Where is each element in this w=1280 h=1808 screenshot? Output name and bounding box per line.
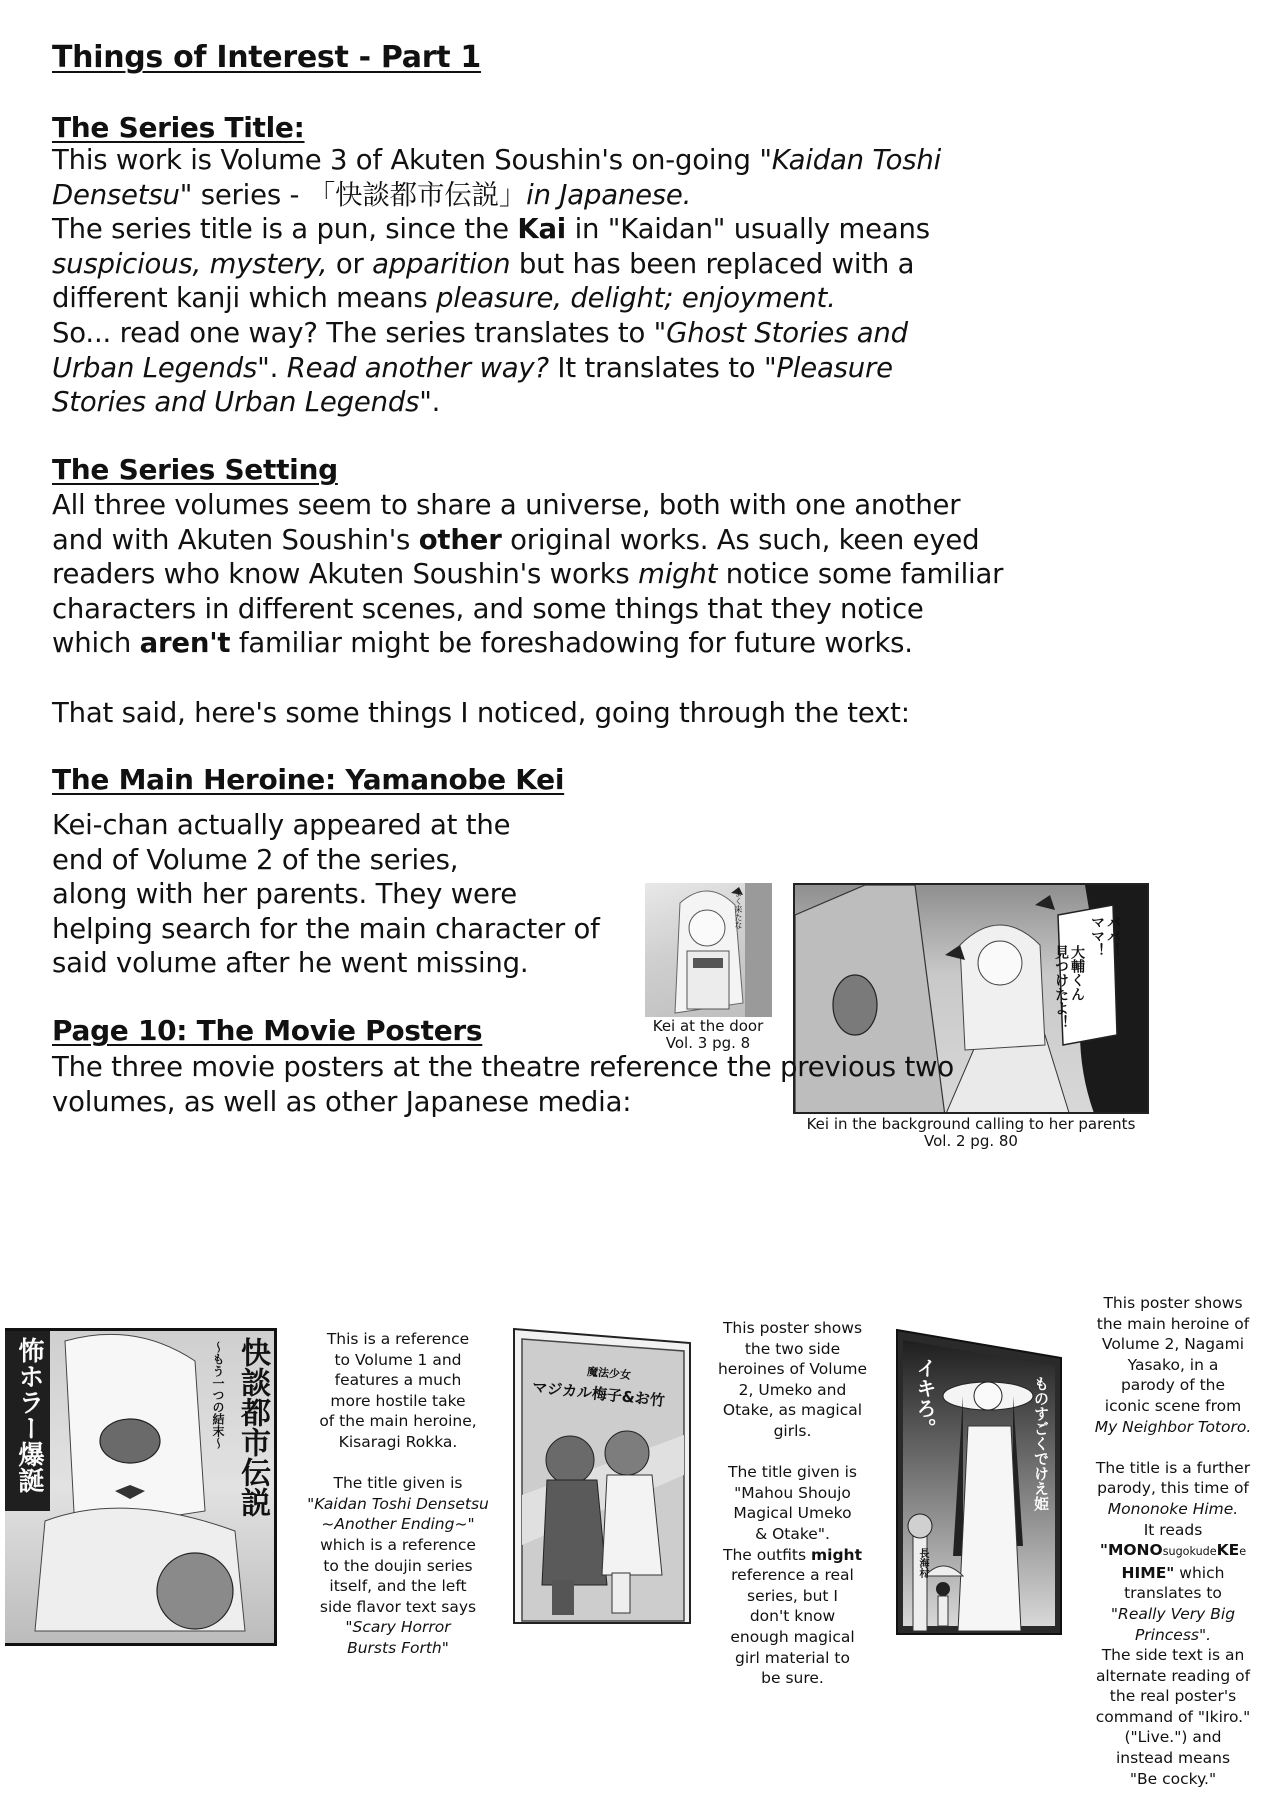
text-segment: This poster shows: [722, 1319, 863, 1337]
poster-2-image: [512, 1325, 693, 1625]
text-line: [52, 281, 941, 316]
text-line: [52, 523, 1003, 558]
text-segment: The outfits: [723, 1545, 811, 1564]
text-segment: or: [327, 247, 373, 280]
text-line: [52, 143, 941, 178]
text-line: [1068, 1666, 1278, 1687]
text-segment: ".: [419, 386, 441, 419]
text-segment: e: [1239, 1545, 1247, 1559]
text-line: [1068, 1417, 1278, 1438]
poster-3-image: [893, 1326, 1064, 1636]
series-setting-body: [52, 488, 1003, 661]
text-line: [283, 1411, 513, 1432]
text-segment: reference a real: [731, 1566, 854, 1585]
text-segment: which: [52, 627, 140, 660]
text-line: [52, 178, 941, 213]
text-line: [1068, 1707, 1278, 1728]
text-line: [1068, 1625, 1278, 1646]
text-segment: command of "Ikiro.": [1095, 1707, 1251, 1726]
text-segment: KE: [1216, 1541, 1240, 1560]
text-segment: iconic scene from: [1104, 1396, 1242, 1415]
poster-1-subtitle: 〜もう一つの結末〜: [211, 1341, 225, 1449]
text-line: [1068, 1478, 1278, 1499]
poster-1-title: 快談都市伝説: [235, 1337, 270, 1517]
kei-door-speech: よく来たな: [734, 889, 743, 929]
text-line: [283, 1556, 513, 1577]
text-segment: of the main heroine,: [319, 1412, 477, 1431]
text-line: [1068, 1437, 1278, 1458]
text-line: [700, 1524, 885, 1545]
kei-door-caption-line2: Vol. 3 pg. 8: [665, 1034, 751, 1052]
text-line: [700, 1318, 885, 1339]
text-segment: translates to: [1124, 1584, 1222, 1603]
intro-line: That said, here's some things I noticed, going through the text:: [52, 697, 910, 729]
main-heroine-body: [52, 808, 600, 981]
main-heroine-line: along with her parents. They were: [52, 878, 517, 911]
text-line: [283, 1391, 513, 1412]
text-segment: side flavor text says: [319, 1597, 477, 1616]
text-segment: This is a reference: [326, 1330, 470, 1348]
poster-3-side-text: イキろ。: [913, 1358, 937, 1438]
poster-2-title-small: 魔法少女: [586, 1365, 632, 1382]
text-segment: "Be cocky.": [1129, 1769, 1217, 1788]
series-setting-heading: The Series Setting: [52, 453, 338, 486]
text-line: [52, 316, 941, 351]
text-segment: the two side: [744, 1339, 841, 1358]
text-segment: parody, this time of: [1097, 1479, 1249, 1498]
text-segment: Kai: [517, 213, 567, 246]
text-line: [52, 247, 941, 282]
text-segment: Read another way?: [286, 351, 549, 384]
text-segment: It translates to ": [548, 351, 777, 384]
text-line: [1068, 1686, 1278, 1707]
text-line: [283, 1432, 513, 1453]
main-heroine-heading: The Main Heroine: Yamanobe Kei: [52, 763, 565, 796]
text-segment: notice some familiar: [717, 558, 1004, 591]
series-title-heading: The Series Title:: [52, 111, 305, 144]
text-segment: but has been replaced with a: [510, 247, 915, 280]
text-line: [52, 385, 941, 420]
kei-door-caption: [628, 1018, 788, 1052]
poster-2-note: [700, 1318, 885, 1689]
text-segment: to the doujin series: [323, 1556, 473, 1575]
text-line: [283, 1350, 513, 1371]
text-line: [1068, 1563, 1278, 1584]
text-segment: don't know: [749, 1607, 836, 1626]
text-line: [1068, 1396, 1278, 1417]
text-segment: apparition: [372, 247, 511, 280]
text-line: [52, 212, 941, 247]
text-segment: enough magical: [730, 1627, 855, 1646]
text-segment: the real poster's: [1109, 1687, 1237, 1706]
text-segment: ~Another Ending~": [321, 1515, 475, 1534]
text-line: [1068, 1334, 1278, 1355]
text-line: [700, 1586, 885, 1607]
kei-at-door-image: [645, 883, 772, 1017]
movie-posters-heading: Page 10: The Movie Posters: [52, 1014, 483, 1047]
text-segment: series - 「快談都市伝説」: [192, 178, 527, 211]
text-line: [52, 351, 941, 386]
text-line: [1068, 1293, 1278, 1314]
text-segment: Yasako, in a: [1127, 1355, 1219, 1374]
text-line: [700, 1400, 885, 1421]
text-segment: might: [638, 558, 718, 591]
kei-background-caption-line1: Kei in the background calling to her parents: [806, 1115, 1136, 1133]
text-segment: Otake, as magical: [722, 1401, 863, 1420]
text-line: [700, 1503, 885, 1524]
text-line: [1068, 1499, 1278, 1520]
text-segment: The title given is: [728, 1463, 857, 1482]
text-line: [1068, 1769, 1278, 1790]
text-line: [283, 1514, 513, 1535]
kei-speech-col3: 大輔くん: [1069, 945, 1085, 1001]
poster-1-side-text: 怖ホラー爆誕: [14, 1337, 44, 1493]
text-segment: All three volumes seem to share a universe, both with one another: [52, 489, 961, 521]
text-segment: other: [418, 523, 502, 556]
text-line: [52, 592, 1003, 627]
text-segment: girls.: [773, 1421, 812, 1440]
text-line: [283, 1576, 513, 1597]
text-segment: "Really Very Big: [1110, 1604, 1236, 1623]
text-segment: aren't: [139, 627, 231, 660]
text-line: [283, 1494, 513, 1515]
text-segment: and with Akuten Soushin's: [52, 523, 419, 556]
text-segment: The title given is: [333, 1474, 463, 1493]
poster-1-image: [5, 1328, 277, 1646]
text-segment: girl material to: [735, 1648, 850, 1667]
movie-posters-line: The three movie posters at the theatre reference the previous two: [52, 1051, 954, 1083]
text-segment: Stories and Urban Legends: [52, 386, 420, 419]
main-heroine-line: said volume after he went missing.: [52, 947, 529, 980]
text-line: [52, 488, 1003, 523]
kei-speech-col2: ママ！: [1089, 915, 1105, 957]
text-segment: pleasure, delight; enjoyment.: [436, 282, 836, 315]
text-segment: original works. As such, keen eyed: [501, 523, 980, 556]
text-line: [52, 557, 1003, 592]
poster-2-title: マジカル梅子&お竹: [531, 1378, 666, 1410]
text-line: [700, 1565, 885, 1586]
text-segment: The title is a further: [1095, 1458, 1251, 1477]
text-line: [283, 1453, 513, 1474]
text-segment: heroines of Volume: [717, 1360, 868, 1379]
text-segment: parody of the: [1120, 1376, 1226, 1395]
text-segment: to Volume 1 and: [334, 1350, 462, 1369]
text-line: [1068, 1375, 1278, 1396]
kei-background-caption-line2: Vol. 2 pg. 80: [924, 1132, 1018, 1150]
text-segment: different kanji which means: [52, 282, 437, 315]
text-line: [1068, 1520, 1278, 1541]
text-segment: "Scary Horror: [345, 1618, 451, 1637]
text-line: [700, 1380, 885, 1401]
text-segment: familiar might be foreshadowing for future works.: [230, 627, 913, 660]
text-segment: "MONO: [1099, 1541, 1163, 1560]
text-segment: 2, Umeko and: [738, 1380, 847, 1399]
text-line: [1068, 1727, 1278, 1748]
text-line: [700, 1339, 885, 1360]
kei-speech-col1: パパ！: [1105, 915, 1121, 957]
text-segment: This poster shows: [1103, 1294, 1243, 1312]
text-segment: instead means: [1115, 1749, 1231, 1768]
text-segment: Densetsu": [52, 178, 193, 211]
text-segment: more hostile take: [330, 1391, 466, 1410]
text-line: [1068, 1314, 1278, 1335]
text-line: [700, 1545, 885, 1566]
text-segment: "Kaidan Toshi Densetsu: [307, 1494, 489, 1513]
text-segment: ("Live.") and: [1124, 1728, 1222, 1747]
text-segment: be sure.: [761, 1669, 824, 1688]
text-segment: which is a reference: [320, 1535, 476, 1554]
kei-background-caption: [793, 1116, 1149, 1150]
text-segment: characters in different scenes, and some things that they notice: [52, 592, 924, 625]
text-segment: series, but I: [747, 1586, 838, 1605]
text-segment: Urban Legends: [52, 351, 258, 384]
text-segment: HIME": [1121, 1563, 1175, 1582]
text-line: [283, 1329, 513, 1350]
text-segment: in "Kaidan" usually means: [566, 213, 930, 246]
kei-door-caption-line1: Kei at the door: [652, 1017, 764, 1035]
text-segment: "Kaidan Toshi: [759, 144, 942, 176]
text-segment: in Japanese.: [526, 178, 692, 211]
text-segment: This work is Volume 3 of Akuten Soushin's on-going: [52, 144, 760, 176]
text-segment: the main heroine of: [1096, 1314, 1250, 1333]
text-segment: Mononoke Hime.: [1107, 1499, 1239, 1518]
text-segment: Pleasure: [776, 351, 893, 384]
main-heroine-line: helping search for the main character of: [52, 912, 600, 945]
main-heroine-line: Kei-chan actually appeared at the: [52, 809, 511, 841]
text-segment: So... read one way? The series translates to ": [52, 316, 667, 349]
text-line: [700, 1462, 885, 1483]
text-line: [700, 1359, 885, 1380]
kei-speech-col4: 見つけたよ！: [1053, 945, 1069, 1029]
text-line: [1068, 1540, 1278, 1563]
text-segment: The series title is a pun, since the: [52, 213, 518, 246]
text-line: [700, 1442, 885, 1463]
text-line: [1068, 1604, 1278, 1625]
text-segment: readers who know Akuten Soushin's works: [52, 558, 639, 591]
text-line: [1068, 1355, 1278, 1376]
text-line: [1068, 1748, 1278, 1769]
text-line: [1068, 1458, 1278, 1479]
text-segment: "Mahou Shoujo: [734, 1483, 851, 1502]
text-segment: features a much: [334, 1371, 462, 1390]
text-segment: Volume 2, Nagami: [1101, 1335, 1245, 1354]
text-segment: alternate reading of: [1095, 1666, 1251, 1685]
text-segment: It reads: [1143, 1520, 1203, 1539]
text-line: [700, 1648, 885, 1669]
poster-3-sign: 長海村: [917, 1548, 928, 1578]
text-segment: Bursts Forth": [347, 1638, 449, 1657]
text-line: [283, 1617, 513, 1638]
movie-posters-line: volumes, as well as other Japanese media:: [52, 1085, 632, 1118]
text-segment: might: [810, 1545, 862, 1564]
text-segment: & Otake".: [755, 1524, 830, 1543]
text-segment: suspicious, mystery,: [52, 247, 328, 280]
main-heroine-line: end of Volume 2 of the series,: [52, 843, 459, 876]
text-line: [1068, 1645, 1278, 1666]
poster-1-note: [283, 1329, 513, 1659]
text-line: [700, 1421, 885, 1442]
text-segment: Princess".: [1134, 1625, 1212, 1644]
text-segment: My Neighbor Totoro.: [1094, 1417, 1252, 1436]
text-line: [52, 626, 1003, 661]
text-line: [283, 1535, 513, 1556]
text-segment: Magical Umeko: [733, 1504, 852, 1523]
text-segment: ".: [257, 351, 287, 384]
text-segment: which: [1174, 1563, 1225, 1582]
text-line: [700, 1483, 885, 1504]
kei-door-illustration: [645, 883, 772, 1017]
text-segment: itself, and the left: [329, 1577, 467, 1596]
text-line: [700, 1627, 885, 1648]
poster-3-note: [1068, 1293, 1278, 1789]
poster-3-title: ものすごくでけえ姫: [1032, 1376, 1050, 1511]
text-line: [283, 1370, 513, 1391]
text-line: [700, 1606, 885, 1627]
text-segment: Kisaragi Rokka.: [338, 1432, 458, 1451]
text-line: [283, 1597, 513, 1618]
text-segment: Ghost Stories and: [666, 316, 908, 349]
text-segment: The side text is an: [1101, 1646, 1245, 1665]
text-line: [283, 1638, 513, 1659]
text-line: [283, 1473, 513, 1494]
movie-posters-body: [52, 1050, 954, 1119]
text-line: [700, 1668, 885, 1689]
series-title-body: [52, 143, 941, 420]
text-line: [1068, 1583, 1278, 1604]
text-segment: sugokude: [1162, 1545, 1217, 1559]
page-title: Things of Interest - Part 1: [52, 40, 482, 75]
